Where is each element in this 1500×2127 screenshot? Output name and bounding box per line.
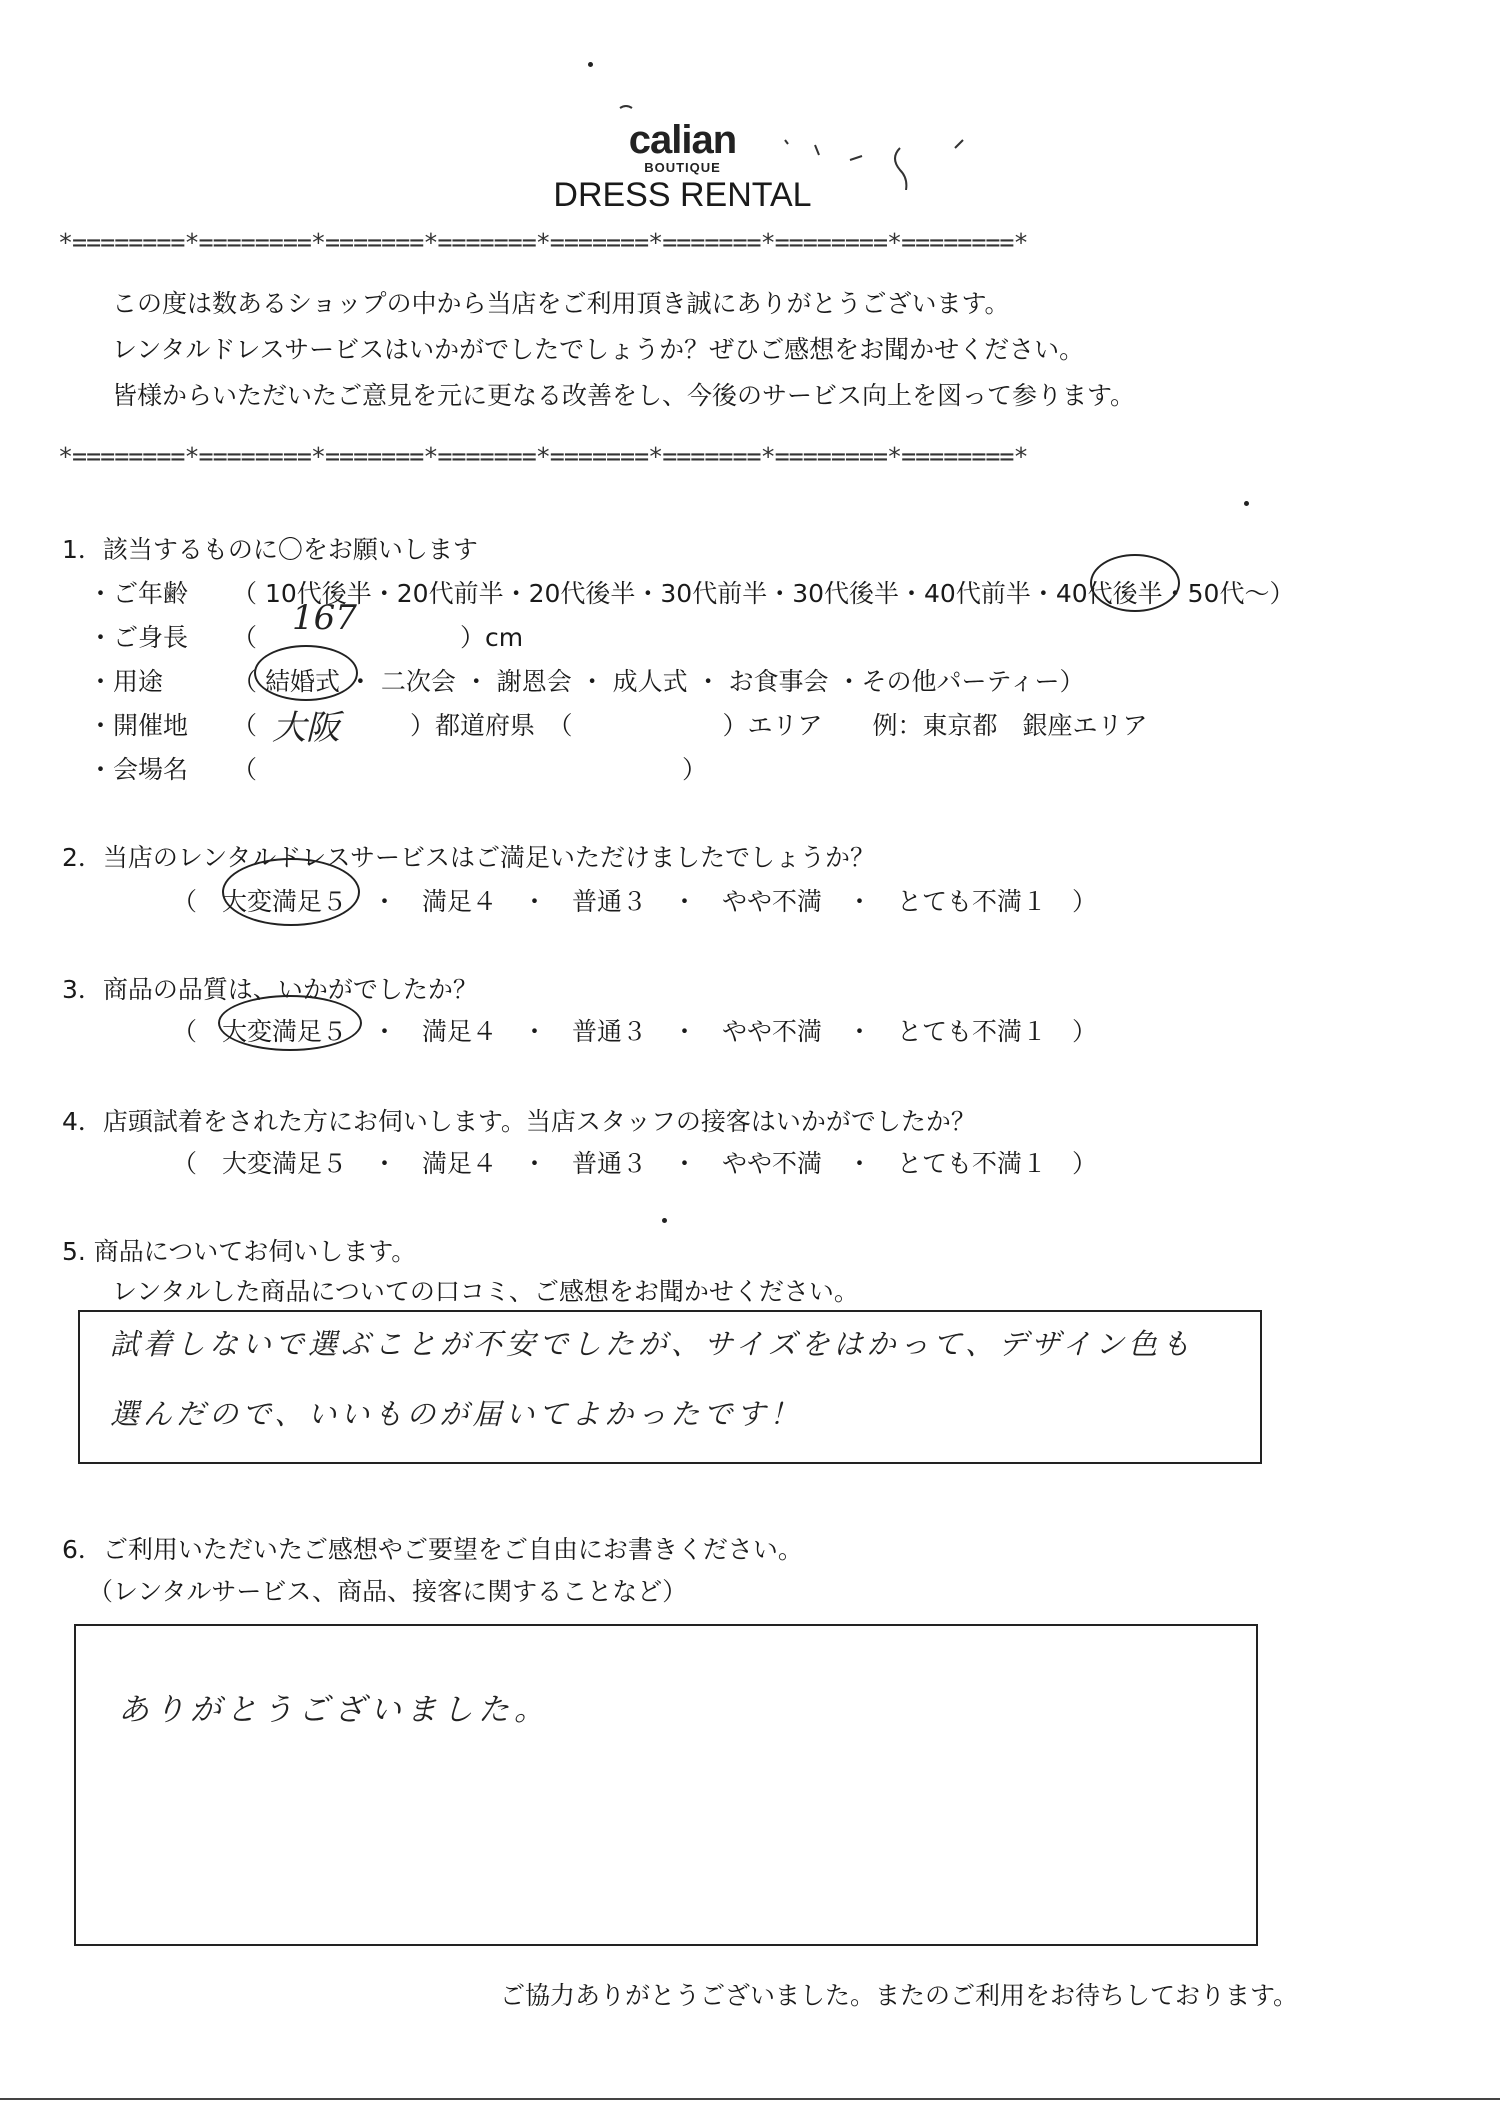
footer-thanks: ご協力ありがとうございました。またのご利用をお待ちしております。 (500, 1981, 1299, 2010)
intro-line-2: レンタルドレスサービスはいかがでしたでしょうか？ぜひご感想をお聞かせください。 (112, 335, 1085, 364)
age-selection-circle (1090, 554, 1180, 612)
age-label: ・ご年齢 (88, 579, 189, 608)
hall-value: （ ） (232, 755, 708, 784)
height-open: （ (232, 623, 258, 652)
q1-title: 1．該当するものに〇をお願いします (62, 535, 478, 564)
venue-label: ・開催地 (88, 711, 189, 740)
hall-label: ・会場名 (88, 755, 189, 784)
purpose-label: ・用途 (88, 667, 164, 696)
page-title: DRESS RENTAL (553, 176, 812, 214)
intro-line-1: この度は数あるショップの中から当店をご利用頂き誠にありがとうございます。 (112, 289, 1010, 318)
stray-dot (588, 62, 593, 67)
height-label: ・ご身長 (88, 623, 189, 652)
q4-title: 4．店頭試着をされた方にお伺いします。当店スタッフの接客はいかがでしたか？ (62, 1107, 976, 1136)
q2-options: （ 大変満足５ ・ 満足４ ・ 普通３ ・ やや不満 ・ とても不満１ ） (172, 887, 1098, 916)
q5-title: 5. 商品についてお伺いします。 (62, 1237, 417, 1266)
stray-dot (1244, 501, 1249, 506)
q3-title: 3．商品の品質は、いかがでしたか？ (62, 975, 478, 1004)
bottom-edge-line (0, 2098, 1500, 2100)
separator-top: *========*========*=======*=======*=======*=======*========*========* (58, 228, 1028, 257)
age-options: （ 10代後半・20代前半・20代後半・30代前半・30代後半・40代前半・40代後半・50代～） (232, 579, 1295, 608)
brand-logo: calian (628, 118, 737, 162)
purpose-options: （ 結婚式 ・ 二次会 ・ 謝恩会 ・ 成人式 ・ お食事会 ・その他パーティー） (232, 667, 1085, 696)
q6-subtitle: （レンタルサービス、商品、接客に関することなど） (88, 1577, 688, 1606)
venue-details: ）都道府県 （ ）エリア 例：東京都 銀座エリア (410, 711, 1148, 740)
height-value: 167 (292, 598, 357, 638)
q3-selection-circle (218, 995, 362, 1051)
purpose-selection-circle (254, 645, 358, 701)
q6-title: 6．ご利用いただいたご感想やご要望をご自由にお書きください。 (62, 1535, 803, 1564)
q5-answer-line-2: 選んだので、いいものが届いてよかったです！ (110, 1397, 803, 1431)
q4-options: （ 大変満足５ ・ 満足４ ・ 普通３ ・ やや不満 ・ とても不満１ ） (172, 1149, 1098, 1178)
stray-dot (662, 1218, 667, 1223)
separator-bottom: *========*========*=======*=======*=======*=======*========*========* (58, 442, 1028, 471)
brand-logo-sub: BOUTIQUE (644, 160, 721, 175)
stray-marks-icon (600, 100, 980, 190)
q2-title: 2．当店のレンタルドレスサービスはご満足いただけましたでしょうか？ (62, 843, 876, 872)
height-unit: ）cm (460, 623, 524, 652)
q3-options: （ 大変満足５ ・ 満足４ ・ 普通３ ・ やや不満 ・ とても不満１ ） (172, 1017, 1098, 1046)
venue-open: （ (232, 711, 258, 740)
q6-answer-box (74, 1624, 1258, 1946)
q5-subtitle: レンタルした商品についての口コミ、ご感想をお聞かせください。 (112, 1277, 859, 1306)
q6-answer: ありがとうございました。 (118, 1692, 550, 1728)
intro-line-3: 皆様からいただいたご意見を元に更なる改善をし、今後のサービス向上を図って参ります。 (112, 381, 1136, 410)
venue-value: 大阪 (272, 708, 340, 748)
q2-selection-circle (222, 858, 360, 926)
q5-answer-line-1: 試着しないで選ぶことが不安でしたが、サイズをはかって、デザイン色も (110, 1327, 1195, 1361)
